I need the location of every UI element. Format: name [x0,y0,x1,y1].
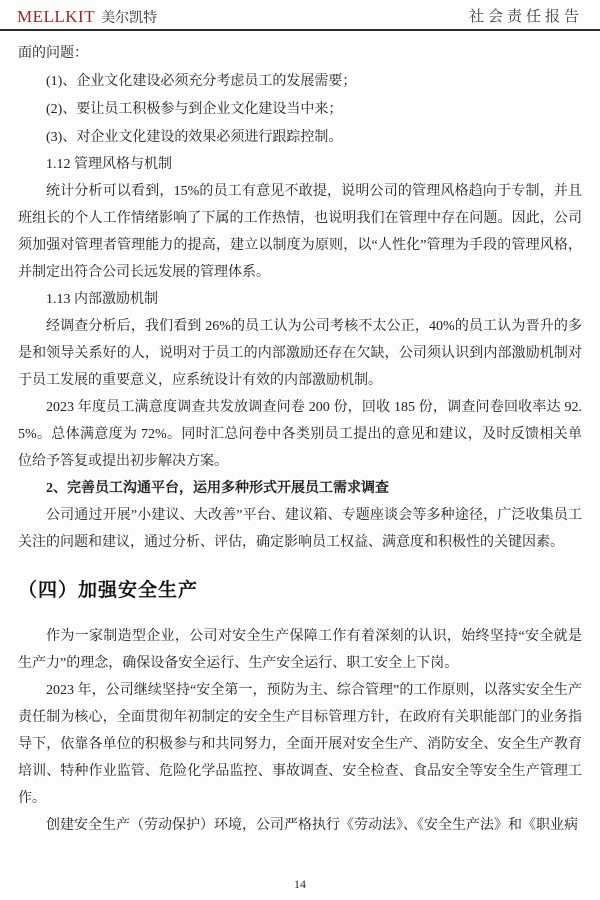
page-number: 14 [294,877,306,891]
page-footer [0,877,600,892]
section-heading-2: 2、完善员工沟通平台，运用多种形式开展员工需求调查 [46,481,389,496]
brand-logo-text: MELLKIT [17,7,96,26]
page-body [0,31,600,839]
section-heading-4: （四）加强安全生产 [18,580,199,601]
brand [17,8,157,29]
paragraph-management-style: 统计分析可以看到，15%的员工有意见不敢提，说明公司的管理风格趋向于专制，并且班组长的个人工作情绪影响了下属的工作热情，也说明我们在管理中存在问题。因此，公司须加强对管理者管理能力的提高，建立以制度为原则，以“人性化”管理为手段的管理风格，并制定出符合公司长远发展的管理体系。 [18,184,582,280]
list-item-3: (3)、对企业文化建设的效果必须进行跟踪控制。 [46,130,343,145]
paragraph-incentive-mechanism: 经调查分析后，我们看到 26%的员工认为公司考核不太公正，40%的员工认为晋升的多是和领导关系好的人，说明对于员工的内部激励还存在欠缺，公司须认识到内部激励机制对于员工发展的重要意义，应系统设计有效的内部激励机制。 [18,319,582,388]
paragraph-safety-environment: 创建安全生产（劳动保护）环境，公司严格执行《劳动法》、《安全生产法》和《职业病 [46,818,578,833]
paragraph-safety-policy: 2023 年，公司继续坚持“安全第一，预防为主、综合管理”的工作原则，以落实安全生产责任制为核心，全面贯彻年初制定的安全生产目标管理方针，在政府有关职能部门的业务指导下，依靠各单位的积极参与和共同努力，全面开展对安全生产、消防安全、安全生产教育培训、特种作业监管、危险化学品监控、事故调查、安全检查、食品安全等安全生产管理工作。 [18,683,582,806]
section-heading-1-12: 1.12 管理风格与机制 [46,157,172,172]
paragraph-satisfaction-survey: 2023 年度员工满意度调查共发放调查问卷 200 份，回收 185 份，调查问卷回收率达 92.5%。总体满意度为 72%。同时汇总问卷中各类别员工提出的意见和建议，及时反馈相关单位给予答复或提出初步解决方案。 [18,400,582,469]
paragraph-safety-concept: 作为一家制造型企业，公司对安全生产保障工作有着深刻的认识，始终坚持“安全就是生产力”的理念，确保设备安全运行、生产安全运行、职工安全上下岗。 [18,629,582,671]
paragraph-communication-platform: 公司通过开展”小建议、大改善”平台、建议箱、专题座谈会等多种途径，广泛收集员工关注的问题和建议，通过分析、评估，确定影响员工权益、满意度和积极性的关键因素。 [18,508,582,550]
page-header [0,0,600,31]
list-item-2: (2)、要让员工积极参与到企业文化建设当中来； [46,102,343,117]
brand-name-chinese: 美尔凯特 [101,11,158,26]
section-heading-1-13: 1.13 内部激励机制 [46,292,158,307]
list-item-1: (1)、企业文化建设必须充分考虑员工的发展需要； [46,74,357,89]
report-title: 社会责任报告 [468,7,583,25]
paragraph-continuation: 面的问题： [18,46,88,61]
